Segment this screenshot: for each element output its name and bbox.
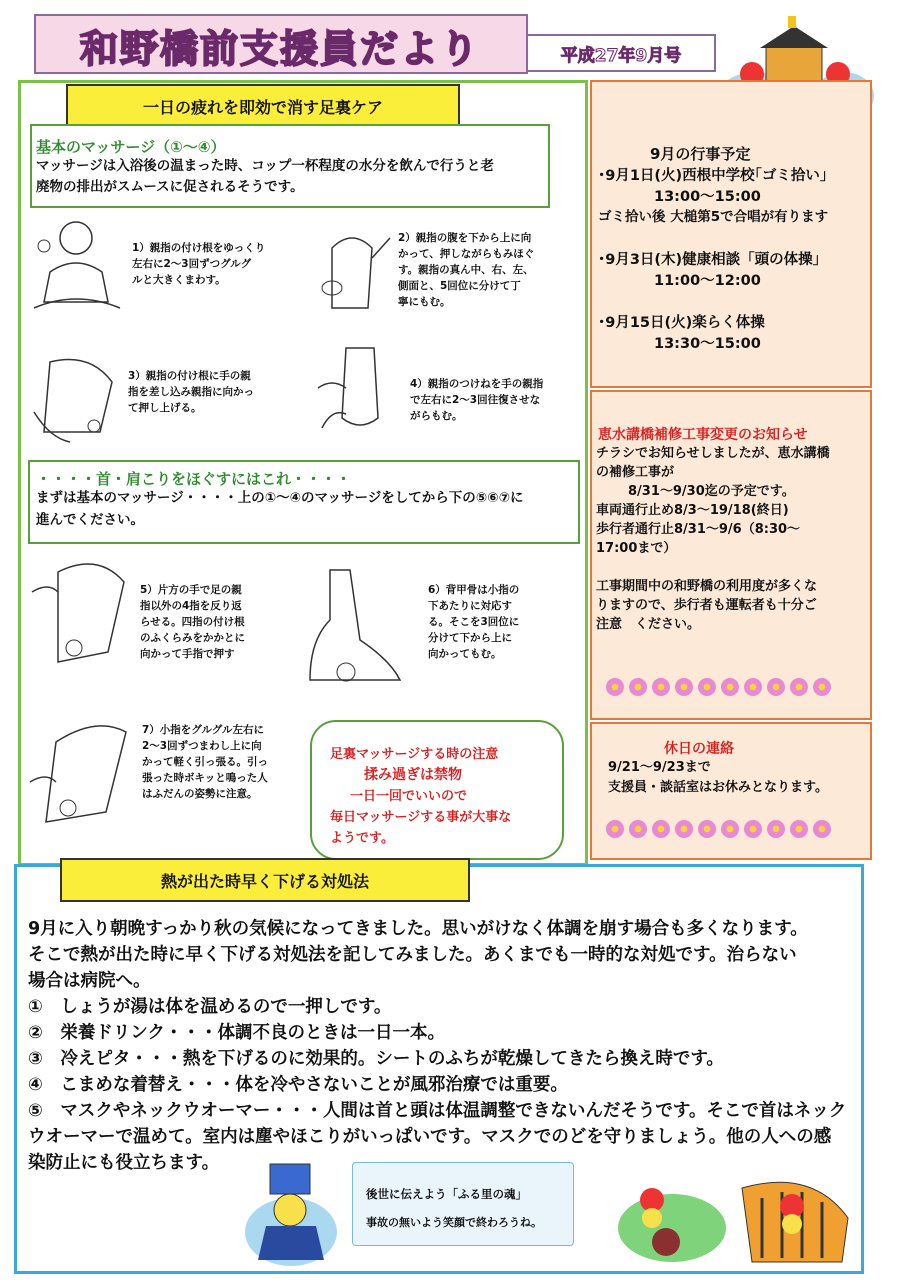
basic-massage-line-1: マッサージは入浴後の温まった時、コップ一杯程度の水分を飲んで行うと老: [36, 158, 494, 174]
step6-line-3: る。そこを3回位に: [428, 616, 520, 628]
step3-line-3: て押し上げる。: [128, 402, 202, 414]
step2-line-5: 寧にもむ。: [398, 296, 451, 308]
step7-line-2: 2～3回ずつまわし上に向: [142, 740, 262, 752]
step3-line-1: 3）親指の付け根に手の親: [128, 370, 251, 382]
step2-line-4: 側面と、5回位に分けて丁: [398, 280, 521, 292]
fever-tip-3: ③ 冷えピタ・・・熱を下げるのに効果的。シートのふちが乾燥してきたら換え時です。: [28, 1049, 724, 1069]
fever-tip-5: ⑤ マスクやネックウオーマー・・・人間は首と頭は体温調整できないんだそうです。そこで首はネック: [28, 1101, 847, 1121]
bridge-notice-title: 恵水講橋補修工事変更のお知らせ: [598, 427, 808, 443]
step4-line-2: で左右に2～3回往復させな: [410, 394, 541, 406]
step4-sketch-illustration: [312, 338, 402, 436]
cosmos-flowers-illustration: [606, 678, 831, 696]
holiday-line-1: 9/21～9/23まで: [608, 760, 711, 775]
step1-line-3: ルと大きくまわす。: [132, 274, 226, 286]
step6-line-1: 6）背甲骨は小指の: [428, 584, 520, 596]
schedule-line-5: 11:00～12:00: [654, 273, 761, 289]
fever-line-1: 9月に入り朝晩すっかり秋の気候になってきました。思いがけなく体調を崩す場合も多くなります。: [28, 919, 808, 939]
cosmos-flowers-illustration-2: [606, 820, 831, 838]
holiday-title: 休日の連絡: [664, 741, 734, 757]
issue-label: 平成27年9月号: [526, 34, 716, 72]
step4-line-1: 4）親指のつけねを手の親指: [410, 378, 544, 390]
lion-tiger-mascots-illustration: [612, 1158, 856, 1268]
step6-line-5: 向かってもむ。: [428, 648, 502, 660]
fever-tip-4: ④ こまめな着替え・・・体を冷やさないことが風邪治療では重要。: [28, 1075, 568, 1095]
speech-line-2: 事故の無いよう笑顔で終わろうね。: [366, 1216, 542, 1229]
step2-line-1: 2）親指の腹を下から上に向: [398, 232, 532, 244]
step3-line-2: 指を差し込み親指に向かっ: [128, 386, 254, 398]
caution-line-3: 一日一回でいいので: [350, 789, 468, 804]
bridge-notice-line-8: りますので、歩行者も運転者も十分ご: [596, 598, 817, 613]
newsletter-title: 和野橋前支援員だより: [80, 27, 481, 71]
step5-sketch-illustration: [28, 552, 136, 672]
schedule-line-4: ･9月3日(木)健康相談「頭の体操」: [598, 252, 828, 268]
basic-massage-line-2: 廃物の排出がスムースに促されるそうです。: [36, 179, 304, 195]
step6-line-2: 下あたりに対応す: [428, 600, 512, 612]
bridge-notice-line-4: 車両通行止め8/3～19/18(終日): [596, 503, 789, 518]
bridge-notice-line-6: 17:00まで）: [596, 541, 677, 556]
neck-shoulder-line-2: 進んでください。: [36, 512, 144, 528]
fever-line-10: 染防止にも役立ちます。: [28, 1153, 220, 1173]
step6-line-4: 分けて下から上に: [428, 632, 512, 644]
step1-sketch-illustration: [28, 212, 124, 322]
step5-line-1: 5）片方の手で足の親: [140, 584, 242, 596]
caution-line-1: 足裏マッサージする時の注意: [330, 747, 499, 762]
step7-line-4: 張った時ボキッと鳴った人: [142, 772, 268, 784]
bridge-notice-line-3: 8/31～9/30迄の予定です。: [628, 484, 795, 499]
foot-care-heading: 一日の疲れを即効で消す足裏ケア: [66, 84, 460, 128]
fever-line-2: そこで熱が出た時に早く下げる対処法を記してみました。あくまでも一時的な対処です。治らない: [28, 945, 797, 965]
basic-massage-title: 基本のマッサージ（①～④）: [36, 138, 226, 156]
fever-heading: 熱が出た時早く下げる対処法: [60, 858, 470, 902]
step7-line-1: 7）小指をグルグル左右に: [142, 724, 264, 736]
fever-line-9: ウオーマーで温めて。室内は塵やほこりがいっぱいです。マスクでのどを守りましょう。他の人への感: [28, 1127, 832, 1147]
bridge-notice-line-2: の補修工事が: [596, 465, 675, 480]
schedule-line-7: 13:30～15:00: [654, 336, 761, 352]
step7-line-3: かって軽く引っ張る。引っ: [142, 756, 268, 768]
step7-sketch-illustration: [26, 712, 136, 830]
schedule-title: 9月の行事予定: [650, 145, 751, 163]
speech-line-1: 後世に伝えよう「ふる里の魂」: [366, 1187, 527, 1201]
step5-line-3: らせる。四指の付け根: [140, 616, 245, 628]
step5-line-2: 指以外の4指を反り返: [140, 600, 242, 612]
caution-line-5: ようです。: [330, 831, 394, 846]
bridge-notice-line-1: チラシでお知らせしましたが、恵水講橋: [596, 446, 830, 461]
step5-line-4: のふくらみをかかとに: [140, 632, 245, 644]
holiday-line-2: 支援員・談話室はお休みとなります。: [608, 780, 828, 795]
step1-line-2: 左右に2～3回ずつグルグ: [132, 258, 252, 270]
fever-tip-1: ① しょうが湯は体を温めるので一押しです。: [28, 997, 392, 1017]
speech-bubble: [352, 1162, 574, 1246]
bridge-notice-line-5: 歩行者通行止8/31～9/6（8:30～: [596, 522, 801, 537]
schedule-line-2: 13:00～15:00: [654, 189, 761, 205]
schedule-line-1: ･9月1日(火)西根中学校｢ゴミ拾い｣: [598, 168, 828, 184]
fever-tip-2: ② 栄養ドリンク・・・体調不良のときは一日一本。: [28, 1023, 445, 1043]
tiger-dance-mascot-illustration: [236, 1150, 346, 1268]
fever-line-3: 場合は病院へ。: [28, 971, 151, 991]
neck-shoulder-line-1: まずは基本のマッサージ・・・・上の①～④のマッサージをしてから下の⑤⑥⑦に: [36, 490, 524, 506]
bridge-notice-line-7: 工事期間中の和野橋の利用度が多くな: [596, 579, 818, 594]
step3-sketch-illustration: [30, 352, 122, 444]
caution-line-4: 毎日マッサージする事が大事な: [330, 810, 512, 825]
step2-line-3: す。親指の真ん中、右、左、: [398, 264, 534, 276]
step7-line-5: はふだんの姿勢に注意。: [142, 788, 258, 800]
step6-sketch-illustration: [290, 560, 416, 690]
step2-line-2: かって、押しながらもみほぐ: [398, 248, 535, 260]
neck-shoulder-title: ・・・・首・肩こりをほぐすにはこれ・・・・: [36, 470, 352, 488]
step5-line-5: 向かって手指で押す: [140, 648, 235, 660]
bridge-notice-line-9: 注意 ください。: [596, 617, 701, 632]
step4-line-3: がらもむ。: [410, 410, 463, 422]
step1-line-1: 1）親指の付け根をゆっくり: [132, 242, 266, 254]
step2-sketch-illustration: [312, 218, 394, 314]
schedule-line-3: ゴミ拾い後 大槌第5で合唱が有ります: [598, 209, 829, 225]
schedule-line-6: ･9月15日(火)楽らく体操: [598, 315, 765, 331]
caution-line-2: 揉み過ぎは禁物: [364, 767, 462, 783]
